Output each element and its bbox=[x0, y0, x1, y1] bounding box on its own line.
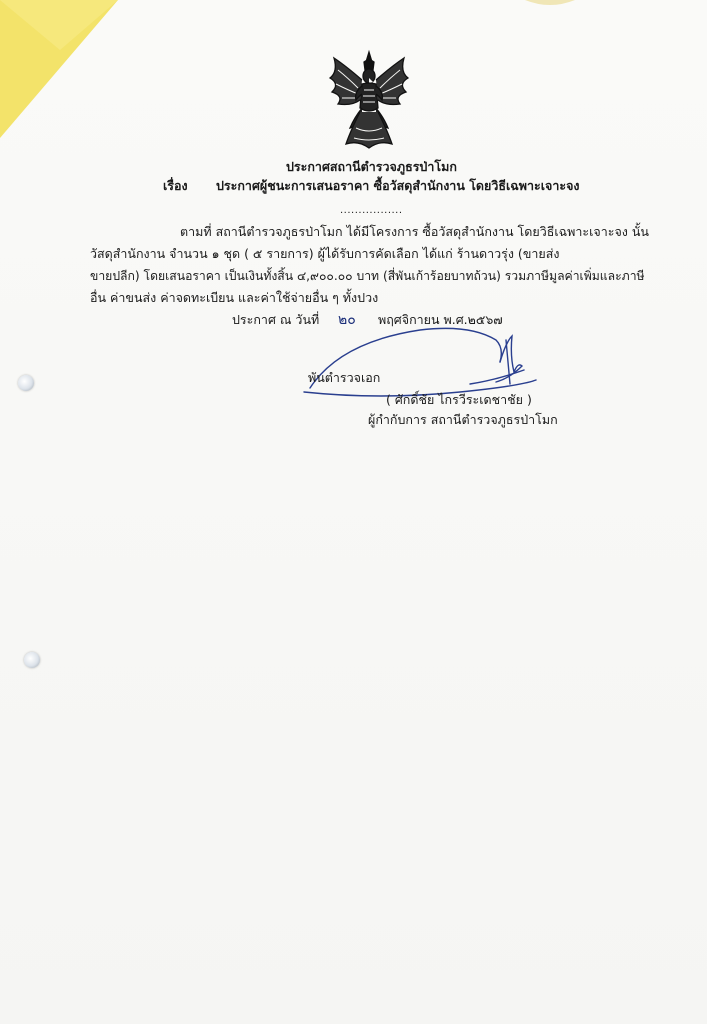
punch-hole-icon bbox=[18, 375, 34, 391]
top-edge-mark bbox=[520, 0, 580, 8]
punch-hole-icon bbox=[24, 652, 40, 668]
body-line-3: ขายปลีก) โดยเสนอราคา เป็นเงินทั้งสิ้น ๔,๙๐๐.๐๐ บาท (สี่พันเก้าร้อยบาทถ้วน) รวมภาษีมูลค่าเพิ่มและภาษี bbox=[90, 269, 645, 283]
signatory-position: ผู้กำกับการ สถานีตำรวจภูธรป่าโมก bbox=[368, 412, 558, 427]
office-heading: ประกาศสถานีตำรวจภูธรป่าโมก bbox=[286, 159, 457, 174]
signatory-name: ( ศักดิ์ชัย ไกรวีระเดชาชัย ) bbox=[386, 392, 532, 407]
body-line-2: วัสดุสำนักงาน จำนวน ๑ ชุด ( ๕ รายการ) ผู้ได้รับการคัดเลือก ได้แก่ ร้านดาวรุ่ง (ขายส่ง bbox=[90, 246, 560, 261]
body-line-1: ตามที่ สถานีตำรวจภูธรป่าโมก ได้มีโครงการ ซื้อวัสดุสำนักงาน โดยวิธีเฉพาะเจาะจง นั้น bbox=[180, 224, 649, 239]
corner-tab bbox=[0, 0, 120, 140]
announce-month-year: พฤศจิกายน พ.ศ.๒๕๖๗ bbox=[378, 312, 503, 327]
garuda-emblem-icon bbox=[326, 48, 412, 152]
signature-mark bbox=[300, 322, 550, 402]
divider: ................. bbox=[340, 205, 403, 216]
announce-label: ประกาศ ณ วันที่ bbox=[232, 312, 320, 327]
subject-text: ประกาศผู้ชนะการเสนอราคา ซื้อวัสดุสำนักงาน โดยวิธีเฉพาะเจาะจง bbox=[216, 178, 580, 193]
subject-label: เรื่อง bbox=[163, 178, 188, 193]
announce-day: ๒๐ bbox=[338, 312, 356, 328]
body-line-4: อื่น ค่าขนส่ง ค่าจดทะเบียน และค่าใช้จ่ายอื่น ๆ ทั้งปวง bbox=[90, 290, 379, 305]
signatory-rank: พันตำรวจเอก bbox=[308, 370, 381, 385]
